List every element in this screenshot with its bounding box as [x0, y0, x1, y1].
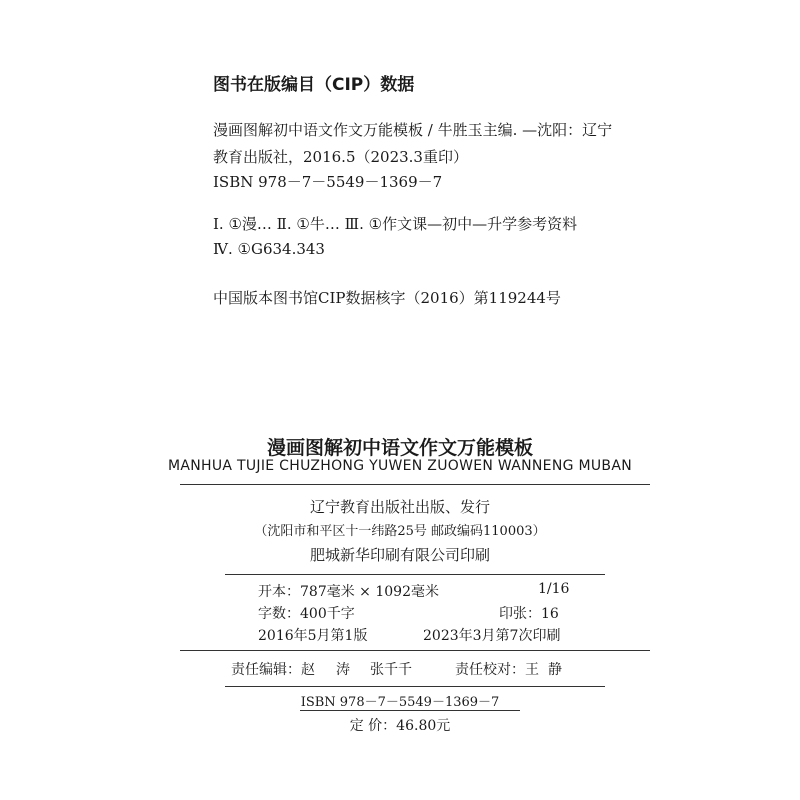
price: 定 价：46.80元: [349, 718, 451, 734]
divider: [180, 650, 650, 651]
cip-heading: 图书在版编目（CIP）数据: [213, 75, 415, 95]
format: 开本：787毫米 × 1092毫米: [258, 584, 439, 600]
publisher-address: （沈阳市和平区十一纬路25号 邮政编码110003）: [254, 524, 546, 539]
print-sheets: 印张：16: [499, 606, 559, 622]
divider: [180, 484, 650, 485]
word-count: 字数：400千字: [258, 606, 355, 622]
divider: [225, 686, 605, 687]
book-title: 漫画图解初中语文作文万能模板: [266, 437, 533, 459]
editor-name: 涛: [336, 662, 350, 678]
editor-name-2: 张千千: [370, 662, 412, 678]
cip-classification: Ⅰ. ①漫… Ⅱ. ①牛… Ⅲ. ①作文课—初中—升学参考资料: [213, 215, 578, 233]
divider: [225, 574, 605, 575]
reprint: 2023年3月第7次印刷: [423, 628, 561, 644]
editor-label: 责任编辑：赵: [231, 662, 315, 678]
publisher: 辽宁教育出版社出版、发行: [309, 498, 490, 516]
proofreader-name: 静: [548, 662, 562, 678]
proofreader-label: 责任校对：王: [455, 662, 539, 678]
cip-classification-number: Ⅳ. ①G634.343: [213, 240, 325, 258]
cip-isbn: ISBN 978－7－5549－1369－7: [213, 173, 443, 191]
isbn: ISBN 978－7－5549－1369－7: [300, 695, 500, 710]
divider: [300, 710, 520, 711]
cip-title-line: 漫画图解初中语文作文万能模板 / 牛胜玉主编. —沈阳：辽宁: [213, 121, 613, 139]
book-title-pinyin: MANHUA TUJIE CHUZHONG YUWEN ZUOWEN WANNENG MUBAN: [168, 458, 632, 474]
sheet-size: 1/16: [538, 581, 570, 597]
printer: 肥城新华印刷有限公司印刷: [309, 546, 490, 564]
cip-verification: 中国版本图书馆CIP数据核字（2016）第119244号: [213, 289, 561, 307]
first-edition: 2016年5月第1版: [258, 628, 368, 644]
cip-publisher-line: 教育出版社，2016.5（2023.3重印）: [213, 148, 468, 166]
